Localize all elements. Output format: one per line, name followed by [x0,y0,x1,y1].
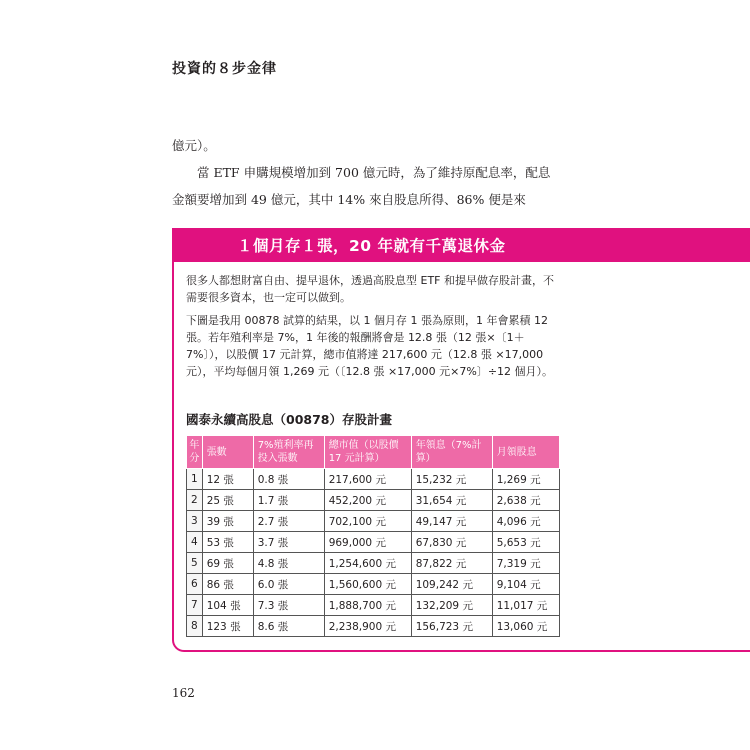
table-cell: 1,269 元 [492,469,559,490]
table-cell: 109,242 元 [411,574,492,595]
table-cell: 7 [187,595,203,616]
table-cell: 87,822 元 [411,553,492,574]
table-cell: 31,654 元 [411,490,492,511]
table-cell: 3.7 張 [253,532,324,553]
table-cell: 702,100 元 [324,511,411,532]
table-header-row [187,436,560,469]
table-cell: 156,723 元 [411,616,492,637]
sidebar-box-intro [186,272,561,386]
table-cell: 9,104 元 [492,574,559,595]
table-row [187,532,560,553]
table-cell: 69 張 [202,553,253,574]
table-cell: 5,653 元 [492,532,559,553]
table-cell: 969,000 元 [324,532,411,553]
table-cell: 217,600 元 [324,469,411,490]
table-cell: 5 [187,553,203,574]
table-cell: 13,060 元 [492,616,559,637]
table-cell: 53 張 [202,532,253,553]
table-cell: 12 張 [202,469,253,490]
table-cell: 7,319 元 [492,553,559,574]
table-cell: 67,830 元 [411,532,492,553]
table-cell: 123 張 [202,616,253,637]
table-cell: 1.7 張 [253,490,324,511]
table-cell: 2,238,900 元 [324,616,411,637]
savings-plan-table [186,435,560,637]
body-text [172,132,552,213]
table-cell: 104 張 [202,595,253,616]
table-cell: 3 [187,511,203,532]
table-row [187,490,560,511]
table-row [187,616,560,637]
table-cell: 86 張 [202,574,253,595]
table-cell: 2.7 張 [253,511,324,532]
table-cell: 25 張 [202,490,253,511]
table-cell: 4,096 元 [492,511,559,532]
table-row [187,553,560,574]
sidebar-box-header [172,228,750,262]
table-cell: 1,254,600 元 [324,553,411,574]
table-cell: 4.8 張 [253,553,324,574]
table-cell: 2 [187,490,203,511]
table-cell: 1,888,700 元 [324,595,411,616]
body-paragraph: 億元）。 [172,138,216,153]
table-row [187,574,560,595]
table-cell: 7.3 張 [253,595,324,616]
sidebar-box-title: １個月存１張，20 年就有千萬退休金 [237,237,506,255]
table-row [187,469,560,490]
intro-paragraph: 很多人都想財富自由、提早退休，透過高股息型 ETF 和提早做存股計畫，不需要很多資本，也一定可以做到。 [186,274,554,304]
chapter-title: 投資的８步金律 [172,61,277,77]
header-annual-dividend: 年領息（7%計算） [411,436,492,469]
table-cell: 452,200 元 [324,490,411,511]
table-row [187,595,560,616]
table-cell: 2,638 元 [492,490,559,511]
table-cell: 11,017 元 [492,595,559,616]
table-cell: 4 [187,532,203,553]
intro-paragraph: 下圖是我用 00878 試算的結果，以 1 個月存 1 張為原則，1 年會累積 12 張。若年殖利率是 7%，1 年後的報酬將會是 12.8 張（12 張×〔1＋7%〕），以股價 17 元計算，總市值將達 217,600 元（12.8 張 ×17,000 元），平均每個月領 1,269 元（〔12.8 張 ×17,000 元×7%〕÷12 個月）。 [186,314,554,378]
table-cell: 132,209 元 [411,595,492,616]
table-cell: 1,560,600 元 [324,574,411,595]
table-cell: 15,232 元 [411,469,492,490]
header-market-value: 總市值（以股價 17 元計算） [324,436,411,469]
header-year: 年分 [187,436,203,469]
table-cell: 6.0 張 [253,574,324,595]
table-cell: 39 張 [202,511,253,532]
table-cell: 0.8 張 [253,469,324,490]
header-reinvest: 7%殖利率再投入張數 [253,436,324,469]
table-cell: 49,147 元 [411,511,492,532]
table-title: 國泰永續高股息（00878）存股計畫 [186,412,392,427]
header-monthly-dividend: 月領股息 [492,436,559,469]
body-paragraph: 當 ETF 申購規模增加到 700 億元時，為了維持原配息率，配息金額要增加到 49 億元，其中 14% 來自股息所得、86% 便是來 [172,165,551,207]
table-cell: 8.6 張 [253,616,324,637]
table-row [187,511,560,532]
header-shares: 張數 [202,436,253,469]
table-body [187,469,560,637]
table-cell: 8 [187,616,203,637]
table-cell: 1 [187,469,203,490]
page-number: 162 [172,686,195,700]
table-cell: 6 [187,574,203,595]
